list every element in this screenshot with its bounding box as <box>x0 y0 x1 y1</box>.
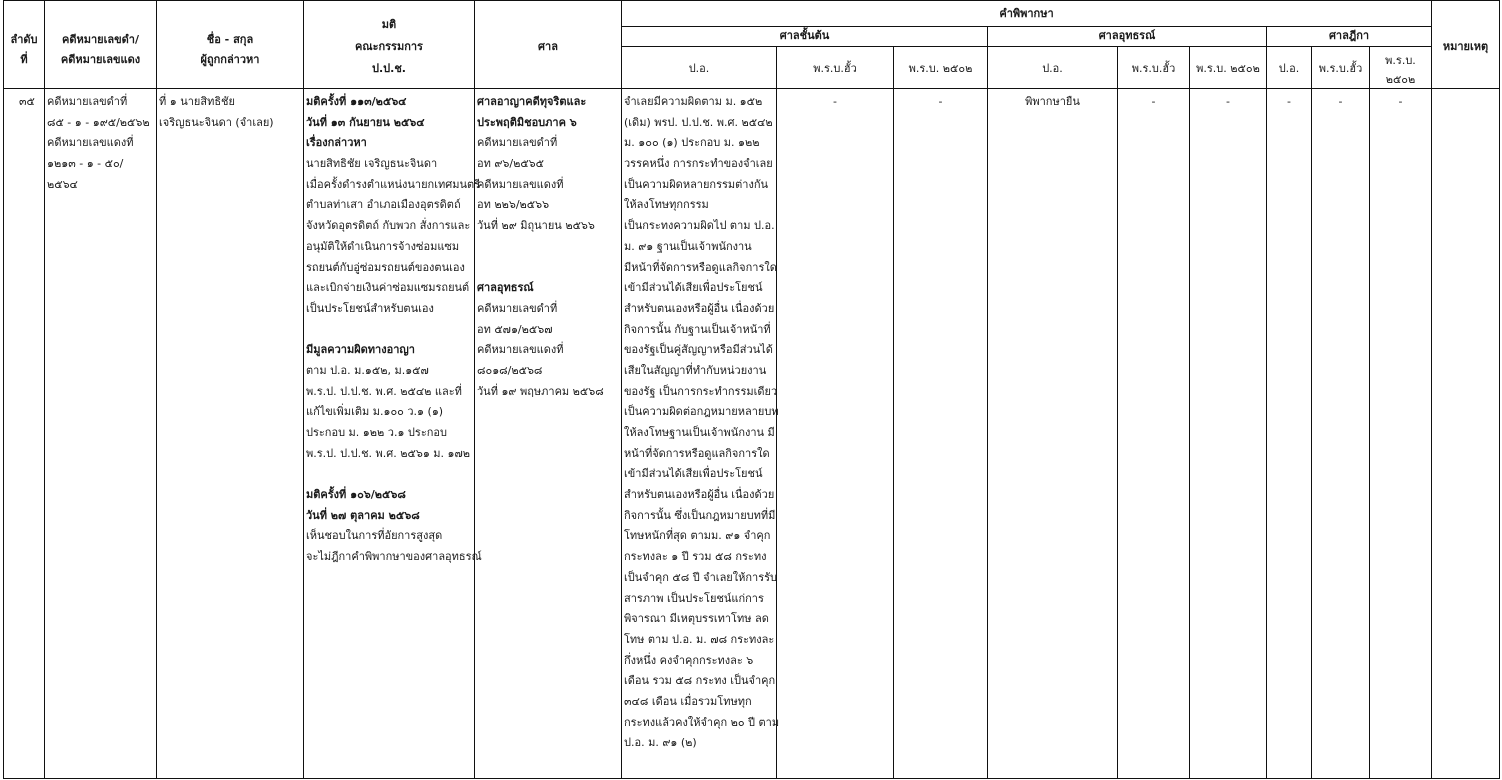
resolution-line: ประกอบ ม. ๑๒๒ ว.๑ ประกอบ <box>306 426 447 439</box>
court-line: ๘๐๑๘/๒๕๖๘ <box>477 363 543 377</box>
cell-first-procurement: - <box>833 95 837 108</box>
cell-seq: ๓๕ <box>19 95 35 108</box>
court-line <box>477 237 621 258</box>
verdict-line: เข้ามีส่วนได้เสียเพื่อประโยชน์ <box>624 467 763 481</box>
subheader-first-penal: ป.อ. <box>688 62 710 75</box>
cell-appeal-procurement: - <box>1151 95 1156 108</box>
cell-first-penal <box>624 92 780 754</box>
court-line: วันที่ ๑๙ พฤษภาคม ๒๕๖๘ <box>477 384 604 398</box>
verdict-line: เป็นความผิดหลายกรรมต่างกัน <box>624 177 769 191</box>
resolution-line: แก้ไขเพิ่มเติม ม.๑๐๐ ว.๑ (๑) <box>306 405 444 419</box>
court-line: คดีหมายเลขแดงที่ <box>477 177 564 191</box>
verdict-line: โทษ ตาม ป.อ. ม. ๗๘ กระทงละ <box>624 632 775 646</box>
court-line: อท ๙๖/๒๕๖๕ <box>477 157 544 171</box>
header-nacc-resolution: มติ คณะกรรมการ ป.ป.ช. <box>355 18 423 75</box>
header-court-supreme: ศาลฎีกา <box>1328 29 1370 42</box>
court-line: วันที่ ๒๙ มิถุนายน ๒๕๖๖ <box>477 219 595 233</box>
verdict-line: กึ่งหนึ่ง คงจำคุกกระทงละ ๖ <box>624 653 754 667</box>
verdict-line: เป็นความผิดต่อกฎหมายหลายบท <box>624 405 779 419</box>
resolution-line: เป็นประโยชน์สำหรับตนเอง <box>306 301 434 315</box>
verdict-line: จำเลยมีความผิดตาม ม. ๑๕๒ <box>624 95 763 108</box>
cell-defendant-name: ที่ ๑ นายสิทธิชัย เจริญธนะจินดา (จำเลย) <box>159 95 274 129</box>
header-remark: หมายเหตุ <box>1442 40 1489 53</box>
verdict-line: สำหรับตนเองหรือผู้อื่น เนื่องด้วย <box>624 488 775 502</box>
subheader-appeal-penal: ป.อ. <box>1042 62 1063 75</box>
subheader-supreme-2502: พ.ร.บ. ๒๕๐๒ <box>1385 54 1416 86</box>
resolution-line: จะไม่ฎีกาคำพิพากษาของศาลอุทธรณ์ <box>306 550 482 564</box>
resolution-line: เห็นชอบในการที่อัยการสูงสุด <box>306 529 443 543</box>
subheader-supreme-procurement: พ.ร.บ.ฮั้ว <box>1318 62 1363 75</box>
verdict-line: ม. ๙๑ ฐานเป็นเจ้าพนักงาน <box>624 239 752 253</box>
verdict-line: โทษหนักที่สุด ตามม. ๙๑ จำคุก <box>624 529 771 543</box>
resolution-line: วันที่ ๑๓ กันยายน ๒๕๖๔ <box>306 115 425 129</box>
verdict-line: หน้าที่จัดการหรือดูแลกิจการใด <box>624 446 770 460</box>
verdict-line: กิจการนั้น ซึ่งเป็นกฎหมายบทที่มี <box>624 508 776 522</box>
resolution-line: จังหวัดอุตรดิตถ์ กับพวก สั่งการและ <box>306 219 471 233</box>
header-court-first-instance: ศาลชั้นต้น <box>779 29 830 42</box>
header-judgment: คำพิพากษา <box>999 7 1054 20</box>
verdict-line: ของรัฐเป็นคู่สัญญาหรือมีส่วนได้ <box>624 343 773 357</box>
cell-nacc-resolution <box>306 92 482 568</box>
verdict-line: ม. ๑๐๐ (๑) ประกอบ ม. ๑๒๒ <box>624 136 760 150</box>
verdict-line: กิจการนั้น กับฐานเป็นเจ้าหน้าที่ <box>624 322 771 336</box>
cell-appeal-2502: - <box>1226 95 1230 108</box>
court-line: ประพฤติมิชอบภาค ๖ <box>477 115 577 129</box>
resolution-line: วันที่ ๒๗ ตุลาคม ๒๕๖๘ <box>306 508 420 522</box>
resolution-line <box>306 464 474 485</box>
resolution-line: มติครั้งที่ ๑๑๓/๒๕๖๔ <box>306 95 407 108</box>
header-court-appeal: ศาลอุทธรณ์ <box>1098 29 1156 42</box>
resolution-line: ตาม ป.อ. ม.๑๕๒, ม.๑๕๗ <box>306 363 429 377</box>
court-line: อท ๕๗๑/๒๕๖๗ <box>477 322 553 336</box>
subheader-first-2502: พ.ร.บ. ๒๕๐๒ <box>908 62 973 75</box>
resolution-line: พ.ร.ป. ป.ป.ช. พ.ศ. ๒๕๖๑ ม. ๑๗๒ <box>306 446 471 460</box>
resolution-line: เรื่องกล่าวหา <box>306 136 367 150</box>
verdict-line: เข้ามีส่วนได้เสียเพื่อประโยชน์ <box>624 281 763 295</box>
verdict-line: มีหน้าที่จัดการหรือดูแลกิจการใด <box>624 260 777 274</box>
verdict-line: เสียในสัญญาที่ทำกับหน่วยงาน <box>624 363 767 377</box>
verdict-line: ให้ลงโทษฐานเป็นเจ้าพนักงาน มี <box>624 426 775 439</box>
resolution-line <box>306 320 474 341</box>
court-line <box>477 258 621 279</box>
subheader-appeal-procurement: พ.ร.บ.ฮั้ว <box>1131 62 1176 75</box>
resolution-line: พ.ร.ป. ป.ป.ช. พ.ศ. ๒๕๔๒ และที่ <box>306 384 462 398</box>
cell-supreme-procurement: - <box>1338 95 1343 108</box>
verdict-line: กระทงแล้วคงให้จำคุก ๒๐ ปี ตาม <box>624 715 780 729</box>
header-defendant-name: ชื่อ - สกุล ผู้ถูกกล่าวหา <box>200 33 260 66</box>
court-line: คดีหมายเลขดำที่ <box>477 301 558 315</box>
court-line: คดีหมายเลขแดงที่ <box>477 343 564 357</box>
cell-court <box>477 92 621 402</box>
verdict-line: ให้ลงโทษทุกกรรม <box>624 198 709 212</box>
cell-first-2502: - <box>938 95 943 108</box>
subheader-first-procurement: พ.ร.บ.ฮั้ว <box>813 62 857 75</box>
verdict-line: สำหรับตนเองหรือผู้อื่น เนื่องด้วย <box>624 301 775 315</box>
verdict-line: เป็นกระทงความผิดไป ตาม ป.อ. <box>624 219 775 233</box>
resolution-line: ตำบลท่าเสา อำเภอเมืองอุตรดิตถ์ <box>306 198 461 212</box>
verdict-line: กระทงละ ๑ ปี รวม ๕๘ กระทง <box>624 550 767 564</box>
court-line: คดีหมายเลขดำที่ <box>477 136 558 150</box>
verdict-line: เป็นจำคุก ๕๘ ปี จำเลยให้การรับ <box>624 570 778 584</box>
header-court: ศาล <box>538 40 558 53</box>
resolution-line: รถยนต์กับอู่ซ่อมรถยนต์ของตนเอง <box>306 260 465 274</box>
resolution-line: และเบิกจ่ายเงินค่าซ่อมแซมรถยนต์ <box>306 281 470 295</box>
verdict-line: ป.อ. ม. ๙๑ (๒) <box>624 736 697 750</box>
verdict-line: ๓๔๘ เดือน เมื่อรวมโทษทุก <box>624 694 752 708</box>
verdict-line: พิจารณา มีเหตุบรรเทาโทษ ลด <box>624 612 769 626</box>
subheader-supreme-penal: ป.อ. <box>1278 62 1300 75</box>
cell-supreme-2502: - <box>1398 95 1403 108</box>
cell-case-number: คดีหมายเลขดำที่ ๘๕ - ๑ - ๑๙๕/๒๕๖๒ คดีหมายเลขแดงที่ ๑๒๑๓ - ๑ - ๕๐/ ๒๕๖๔ <box>47 95 150 191</box>
court-line: ศาลอาญาคดีทุจริตและ <box>477 95 587 108</box>
resolution-line: มติครั้งที่ ๑๐๖/๒๕๖๘ <box>306 488 406 502</box>
resolution-line: อนุมัติให้ดำเนินการจ้างซ่อมแซม <box>306 239 460 253</box>
cell-appeal-penal: พิพากษายืน <box>1025 95 1080 108</box>
resolution-line: นายสิทธิชัย เจริญธนะจินดา <box>306 157 438 171</box>
cell-supreme-penal: - <box>1287 95 1291 108</box>
resolution-line: เมื่อครั้งดำรงตำแหน่งนายกเทศมนตรี <box>306 177 481 191</box>
header-case-number: คดีหมายเลขดำ/ คดีหมายเลขแดง <box>60 33 141 66</box>
verdict-line: สารภาพ เป็นประโยชน์แก่การ <box>624 591 764 605</box>
court-line: อท ๒๒๖/๒๕๖๖ <box>477 198 550 212</box>
verdict-line: วรรคหนึ่ง การกระทำของจำเลย <box>624 157 773 171</box>
subheader-appeal-2502: พ.ร.บ. ๒๕๐๒ <box>1196 62 1260 75</box>
verdict-line: ของรัฐ เป็นการกระทำกรรมเดียว <box>624 384 778 398</box>
verdict-line: (เดิม) พรป. ป.ป.ช. พ.ศ. ๒๕๔๒ <box>624 115 773 129</box>
header-seq: ลำดับ ที่ <box>10 33 38 66</box>
verdict-line: เดือน รวม ๕๘ กระทง เป็นจำคุก <box>624 674 776 688</box>
court-line: ศาลอุทธรณ์ <box>477 281 534 295</box>
resolution-line: มีมูลความผิดทางอาญา <box>306 343 415 357</box>
